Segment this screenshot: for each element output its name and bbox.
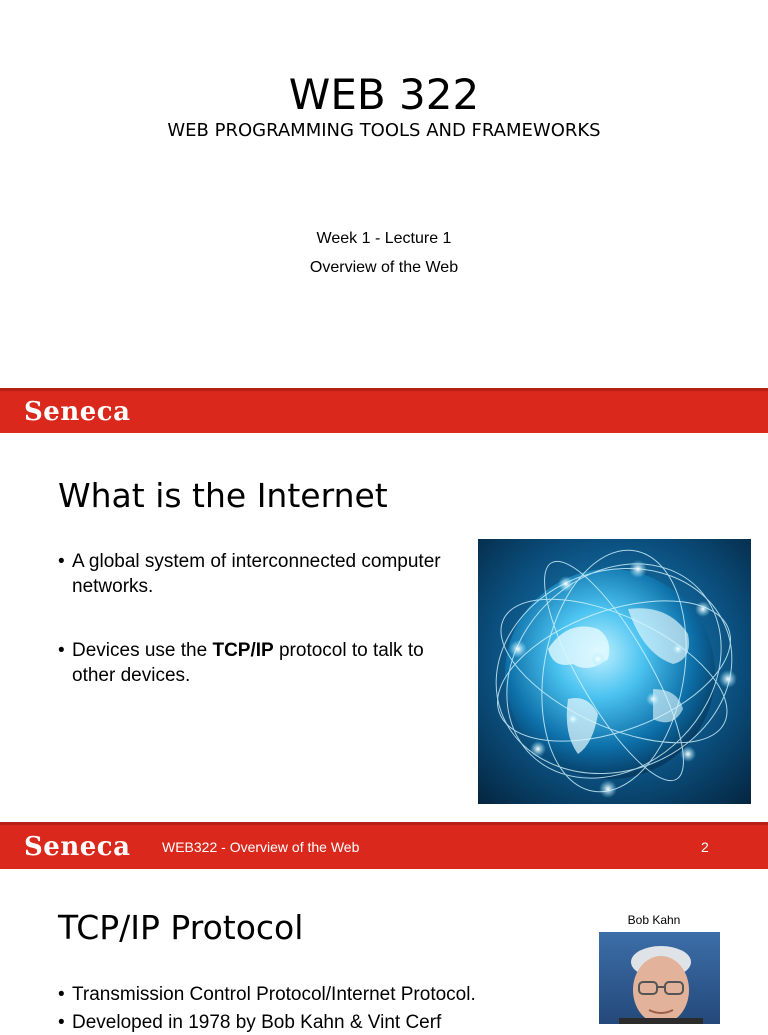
bullet-item (58, 982, 578, 1007)
photo-caption: Bob Kahn (627, 913, 681, 927)
bullet-item (58, 1010, 578, 1035)
lecture-week: Week 1 - Lecture 1 (316, 230, 452, 247)
lecture-topic: Overview of the Web (309, 259, 459, 276)
footer-page-number: 2 (701, 839, 709, 855)
slide-title: WEB 322 (288, 70, 480, 119)
bullet-item (58, 549, 448, 599)
bullet-text-bold: TCP/IP (212, 640, 274, 661)
bullet-text: Transmission Control Protocol/Internet Protocol. (72, 984, 476, 1005)
slide-heading: What is the Internet (58, 476, 388, 515)
slide-heading: TCP/IP Protocol (58, 908, 304, 947)
globe-network-image (478, 539, 751, 804)
bullet-text-part: Devices use the (72, 640, 213, 661)
bullet-icon: • (58, 640, 65, 661)
bullet-icon: • (58, 1012, 65, 1033)
bullet-icon: • (58, 984, 65, 1005)
bullet-icon: • (58, 551, 65, 572)
bullet-text: Developed in 1978 by Bob Kahn & Vint Cerf (72, 1012, 442, 1033)
portrait-photo (599, 932, 720, 1024)
bullet-item (58, 638, 458, 688)
slide-footer-bar (0, 388, 768, 433)
slide-footer-bar (0, 822, 768, 869)
bullet-text-part: protocol to talk to other devices. (72, 640, 424, 686)
slide-subtitle: WEB PROGRAMMING TOOLS AND FRAMEWORKS (167, 120, 601, 141)
footer-course-title: WEB322 - Overview of the Web (162, 839, 360, 855)
seneca-logo: Seneca (24, 832, 131, 862)
bullet-text: A global system of interconnected computer networks. (72, 551, 441, 597)
seneca-logo: Seneca (24, 397, 131, 427)
bullet-text (58, 638, 458, 688)
